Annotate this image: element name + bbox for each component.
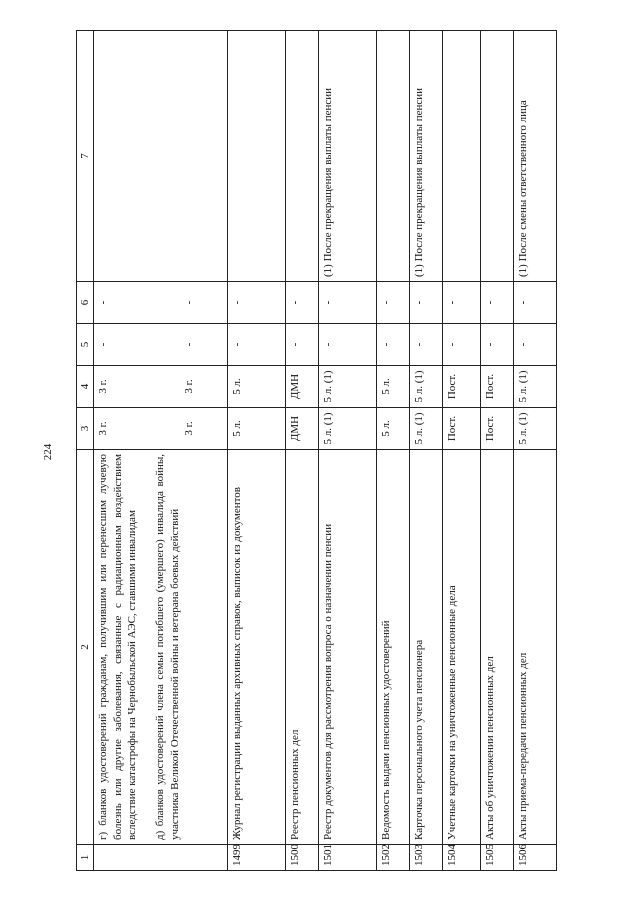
table-row	[228, 31, 286, 871]
note: (1) После прекращения выплаты пенсии	[319, 31, 377, 282]
retention-c6: - -	[94, 282, 228, 324]
article-number: 1501	[319, 845, 377, 871]
column-header: 6	[77, 282, 94, 324]
retention-c5: - -	[94, 324, 228, 366]
column-header: 1	[77, 845, 94, 871]
article-number: 1506	[514, 845, 557, 871]
table-row	[410, 31, 443, 871]
retention-c6: -	[481, 282, 514, 324]
record-name: Реестр пенсионных дел	[286, 450, 319, 845]
column-header: 5	[77, 324, 94, 366]
retention-c3: Пост.	[481, 408, 514, 450]
record-name: г) бланков удостоверений гражданам, получившим или перенесшим лучевую болезнь или другие заболевания, связанные с радиационным воздействием вследствие катастрофы на Чернобыльской АЭС, ставшими инвалидам д) бланков удостоверений члена семьи погибшего (умершего) инвалида войны, участника Великой Отечественной войны и ветерана боевых действий	[94, 450, 228, 845]
table-row	[443, 31, 481, 871]
article-number: 1499	[228, 845, 286, 871]
note: (1) После смены ответственного лица	[514, 31, 557, 282]
retention-c4: 5 л. (1)	[319, 366, 377, 408]
retention-c5: -	[410, 324, 443, 366]
retention-c5: -	[481, 324, 514, 366]
retention-c4: 5 л.	[228, 366, 286, 408]
retention-c4: 5 л. (1)	[514, 366, 557, 408]
retention-c3: ДМН	[286, 408, 319, 450]
rotated-page	[76, 31, 578, 871]
retention-c6: -	[410, 282, 443, 324]
article-number: 1504	[443, 845, 481, 871]
note: (1) После прекращения выплаты пенсии	[410, 31, 443, 282]
retention-c3: 5 л. (1)	[410, 408, 443, 450]
retention-c5: -	[228, 324, 286, 366]
record-name: Ведомость выдачи пенсионных удостоверений	[377, 450, 410, 845]
record-name: Учетные карточки на уничтоженные пенсионные дела	[443, 450, 481, 845]
page-number: 224	[42, 443, 54, 461]
note	[286, 31, 319, 282]
table-row	[514, 31, 557, 871]
retention-c6: -	[377, 282, 410, 324]
header-row	[77, 31, 94, 871]
retention-c3: Пост.	[443, 408, 481, 450]
article-number: 1503	[410, 845, 443, 871]
retention-c3: 5 л. (1)	[514, 408, 557, 450]
retention-c3: 5 л. (1)	[319, 408, 377, 450]
retention-c5: -	[286, 324, 319, 366]
retention-c4: ДМН	[286, 366, 319, 408]
retention-c6: -	[228, 282, 286, 324]
retention-c3: 5 л.	[228, 408, 286, 450]
record-name: Акты приема-передачи пенсионных дел	[514, 450, 557, 845]
column-header: 7	[77, 31, 94, 282]
retention-c5: -	[319, 324, 377, 366]
article-number: 1505	[481, 845, 514, 871]
record-name: Журнал регистрации выданных архивных справок, выписок из документов	[228, 450, 286, 845]
retention-c6: -	[319, 282, 377, 324]
article-number	[94, 845, 228, 871]
retention-c4: Пост.	[443, 366, 481, 408]
note	[377, 31, 410, 282]
note	[94, 31, 228, 282]
note	[228, 31, 286, 282]
table-row	[94, 31, 228, 871]
table-row	[286, 31, 319, 871]
retention-c5: -	[377, 324, 410, 366]
note	[443, 31, 481, 282]
record-name: Карточка персонального учета пенсионера	[410, 450, 443, 845]
table-row	[377, 31, 410, 871]
retention-c4: Пост.	[481, 366, 514, 408]
retention-c3: 5 л.	[377, 408, 410, 450]
retention-c6: -	[443, 282, 481, 324]
retention-c3: 3 г. 3 г.	[94, 408, 228, 450]
record-name: Акты об уничтожении пенсионных дел	[481, 450, 514, 845]
retention-c4: 3 г. 3 г.	[94, 366, 228, 408]
table-row	[319, 31, 377, 871]
record-name: Реестр документов для рассмотрения вопроса о назначении пенсии	[319, 450, 377, 845]
column-header: 2	[77, 450, 94, 845]
table-row	[481, 31, 514, 871]
retention-c4: 5 л.	[377, 366, 410, 408]
retention-c4: 5 л. (1)	[410, 366, 443, 408]
retention-c5: -	[514, 324, 557, 366]
retention-c6: -	[514, 282, 557, 324]
article-number: 1502	[377, 845, 410, 871]
article-number: 1500	[286, 845, 319, 871]
retention-c5: -	[443, 324, 481, 366]
records-table	[76, 30, 557, 871]
column-header: 4	[77, 366, 94, 408]
note	[481, 31, 514, 282]
column-header: 3	[77, 408, 94, 450]
retention-c6: -	[286, 282, 319, 324]
